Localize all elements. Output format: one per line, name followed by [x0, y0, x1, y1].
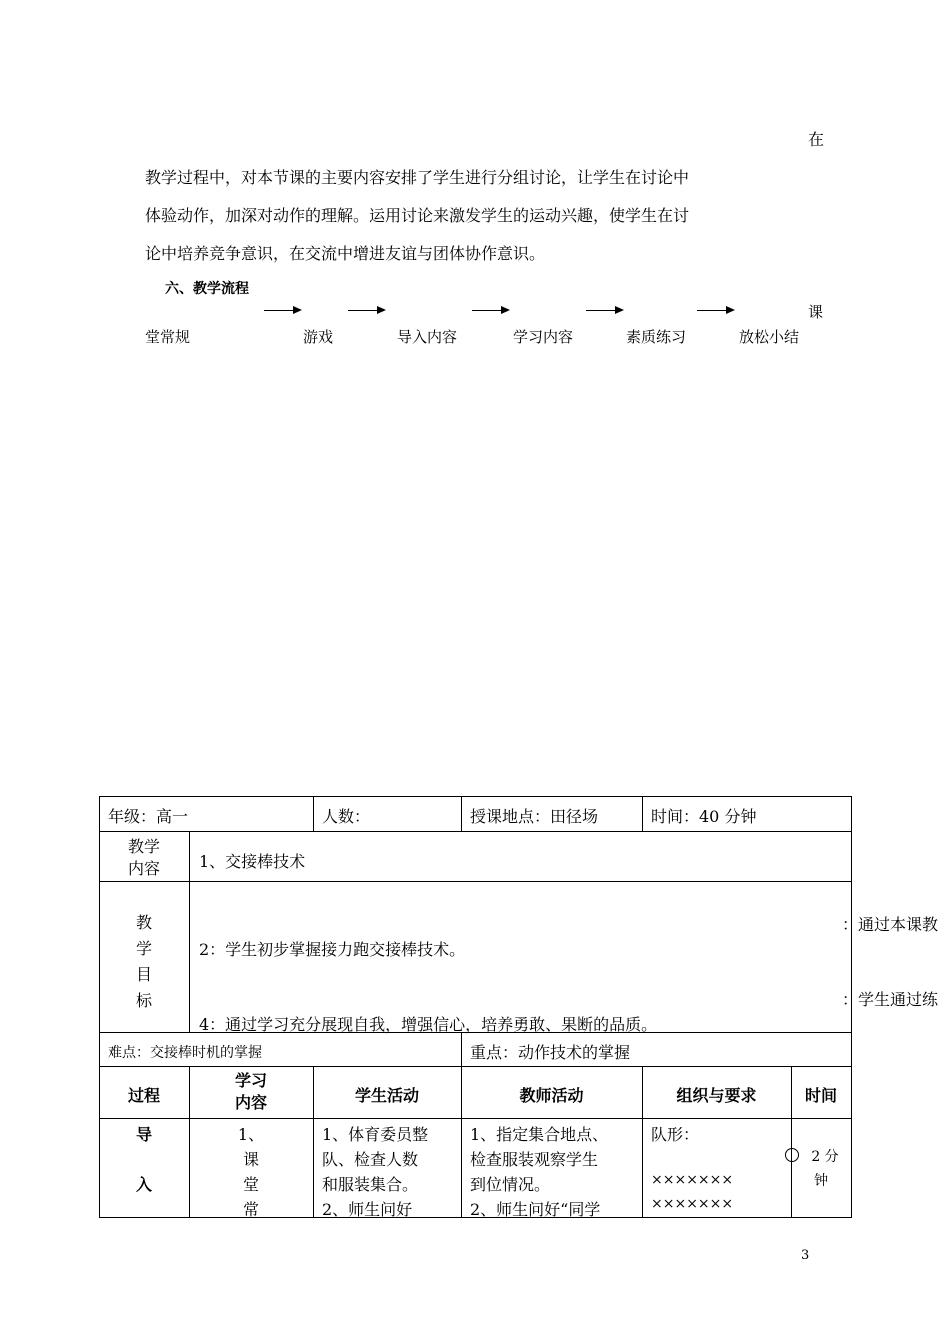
goal-label: [99, 910, 189, 1014]
row1-content: [189, 1122, 313, 1222]
table-border: [642, 796, 643, 831]
people-cell: 人数：: [322, 807, 371, 826]
header-content: [189, 1070, 313, 1114]
header-process: 过程: [127, 1086, 160, 1105]
table-border: [189, 831, 190, 1032]
row1-time-line: 2 分: [811, 1149, 839, 1165]
row1-process: [99, 1122, 189, 1197]
flow-arrow-4: [586, 310, 622, 311]
content-value: 1、交接棒技术: [199, 852, 306, 871]
row1-process-line: 导: [135, 1125, 152, 1144]
header-time: 时间: [804, 1086, 837, 1105]
row1-student-line: 和服装集合。: [322, 1175, 419, 1194]
flow-arrow-3: [472, 310, 508, 311]
table-border: [99, 1066, 851, 1067]
row1-content-line: 堂: [242, 1175, 259, 1194]
content-label: [99, 836, 189, 880]
flow-arrow-1: [264, 310, 300, 311]
row1-teacher-line: 1、指定集合地点、: [470, 1125, 609, 1144]
flow-step-1: 游戏: [303, 328, 334, 346]
table-border: [313, 796, 314, 831]
flow-arrow-2: [348, 310, 384, 311]
header-content-line: 内容: [234, 1093, 267, 1112]
row1-formation-line: ×××××××: [651, 1172, 734, 1188]
row1-student-line: 1、体育委员整: [322, 1125, 429, 1144]
grade-cell: 年级：高一: [108, 807, 189, 826]
goal-overflow-1: ：通过本课教: [842, 915, 939, 934]
row1-content-line: 1、: [237, 1125, 265, 1144]
flow-step-2: 导入内容: [397, 328, 458, 346]
flow-first-part1: 课: [808, 303, 824, 321]
row1-content-line: 课: [242, 1150, 259, 1169]
flow-arrow-5: [697, 310, 733, 311]
row1-formation-line: ×××××××: [651, 1196, 734, 1212]
key-point-cell: 重点：动作技术的掌握: [470, 1043, 631, 1062]
row1-student-line: 队、检查人数: [322, 1150, 419, 1169]
row1-time-line: 钟: [814, 1173, 828, 1189]
goal-label-line: 学: [135, 939, 152, 958]
difficulty-cell: 难点：交接棒时机的掌握: [108, 1045, 262, 1061]
table-border: [461, 1032, 462, 1066]
row1-teacher-line: 2、师生问好“同学: [470, 1200, 601, 1219]
row1-teacher: [470, 1122, 608, 1222]
goal-line-4: 4：通过学习充分展现自我，增强信心，培养勇敢、果断的品质。: [199, 1015, 658, 1034]
intro-line-1: 教学过程中，对本节课的主要内容安排了学生进行分组讨论，让学生在讨论中: [145, 168, 690, 187]
row1-process-line: 入: [135, 1175, 152, 1194]
intro-line-3: 论中培养竞争意识，在交流中增进友谊与团体协作意识。: [145, 244, 546, 263]
section-heading: 六、教学流程: [165, 281, 249, 297]
goal-label-line: 标: [135, 991, 152, 1010]
flow-step-3: 学习内容: [513, 328, 574, 346]
flow-first-part2: 堂常规: [145, 328, 191, 346]
page-number: 3: [801, 1248, 810, 1263]
intro-line-2: 体验动作，加深对动作的理解。运用讨论来激发学生的运动兴趣，使学生在讨: [145, 206, 690, 225]
content-label-line: 教学: [127, 837, 160, 856]
row1-org-title: 队形：: [651, 1125, 700, 1144]
row1-teacher-line: 到位情况。: [470, 1175, 551, 1194]
header-student: 学生活动: [354, 1086, 419, 1105]
goal-overflow-2: ：学生通过练: [842, 990, 939, 1009]
goal-line-2: 2：学生初步掌握接力跑交接棒技术。: [199, 940, 466, 959]
flow-step-4: 素质练习: [626, 328, 687, 346]
time-cell: 时间：40 分钟: [651, 807, 757, 826]
flow-step-5: 放松小结: [739, 328, 800, 346]
header-org: 组织与要求: [676, 1086, 757, 1105]
goal-label-line: 教: [135, 913, 152, 932]
header-content-line: 学习: [234, 1071, 267, 1090]
row1-time: [791, 1145, 851, 1193]
table-border: [99, 831, 851, 832]
table-border: [99, 881, 851, 882]
table-border: [461, 796, 462, 831]
row1-student: [322, 1122, 428, 1222]
intro-line-0: 在: [808, 130, 825, 149]
location-cell: 授课地点：田径场: [470, 807, 599, 826]
row1-content-line: 常: [242, 1200, 259, 1219]
row1-teacher-line: 检查服装观察学生: [470, 1150, 599, 1169]
header-teacher: 教师活动: [519, 1086, 584, 1105]
goal-label-line: 目: [135, 965, 152, 984]
content-label-line: 内容: [127, 859, 160, 878]
table-border: [99, 1118, 851, 1119]
table-border: [99, 796, 851, 797]
row1-student-line: 2、师生问好: [322, 1200, 413, 1219]
